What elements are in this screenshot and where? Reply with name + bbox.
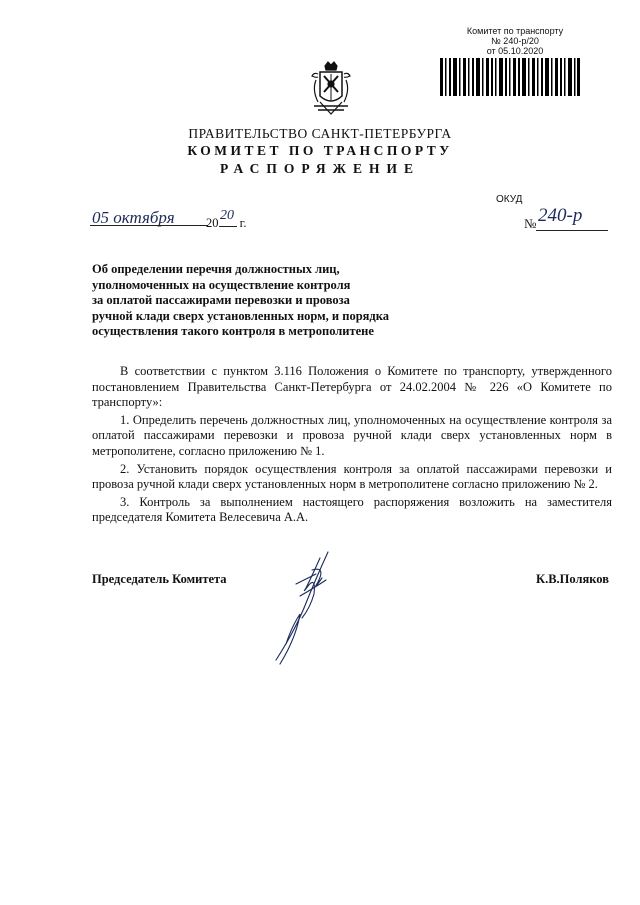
number-underline (536, 230, 608, 231)
document-title (92, 262, 412, 340)
government-heading: ПРАВИТЕЛЬСТВО САНКТ-ПЕТЕРБУРГА (188, 126, 452, 141)
number-label: № (524, 216, 537, 231)
document-type-heading: РАСПОРЯЖЕНИЕ (219, 161, 421, 176)
stamp-line-date: от 05.10.2020 (486, 46, 544, 56)
title-line: за оплатой пассажирами перевозки и провоза (92, 293, 350, 307)
coat-of-arms-icon (308, 60, 354, 118)
clause-1: 1. Определить перечень должностных лиц, уполномоченных на осуществление контроля за оплатой пассажирами перевозки и провоза ручной клади сверх установленных норм в метрополитене, согласно приложению № 1. (92, 412, 612, 458)
title-line: уполномоченных на осуществление контроля (92, 277, 351, 292)
committee-heading: КОМИТЕТ ПО ТРАНСПОРТУ (187, 143, 453, 158)
date-year-suffix: г. (239, 216, 247, 230)
handwritten-signature (256, 548, 356, 668)
clause-2: 2. Установить порядок осуществления контроля за оплатой пассажирами перевозки и провоза ручной клади сверх установленных норм в метрополитене согласно приложению № 2. (92, 461, 612, 492)
signatory-position: Председатель Комитета (92, 572, 227, 586)
title-line: осуществления такого контроля в метрополитене (92, 324, 374, 338)
handwritten-date: 05 октября (92, 208, 175, 227)
date-year-prefix: 20 (206, 216, 219, 230)
preamble-paragraph: В соответствии с пунктом 3.116 Положения о Комитете по транспорту, утвержденного постановлением Правительства Санкт-Петербурга от 24.02.2004 № 226 «О Комитете по транспорту»: (92, 364, 612, 410)
registration-stamp (440, 26, 590, 56)
stamp-line-org: Комитет по транспорту (466, 26, 564, 36)
barcode (440, 58, 580, 96)
document-body (92, 364, 612, 528)
title-line: ручной клади сверх установленных норм, и порядка (92, 308, 389, 323)
signatory-name: К.В.Поляков (536, 572, 609, 586)
title-line: Об определении перечня должностных лиц, (92, 262, 340, 276)
year-blank (219, 226, 237, 227)
date-underline (90, 225, 208, 226)
okud-label: ОКУД (496, 194, 523, 205)
stamp-line-number: № 240-р/20 (491, 36, 539, 46)
handwritten-number: 240-р (538, 205, 583, 226)
handwritten-year: 20 (220, 208, 234, 223)
clause-3: 3. Контроль за выполнением настоящего распоряжения возложить на заместителя председателя Комитета Велесевича А.А. (92, 494, 612, 525)
